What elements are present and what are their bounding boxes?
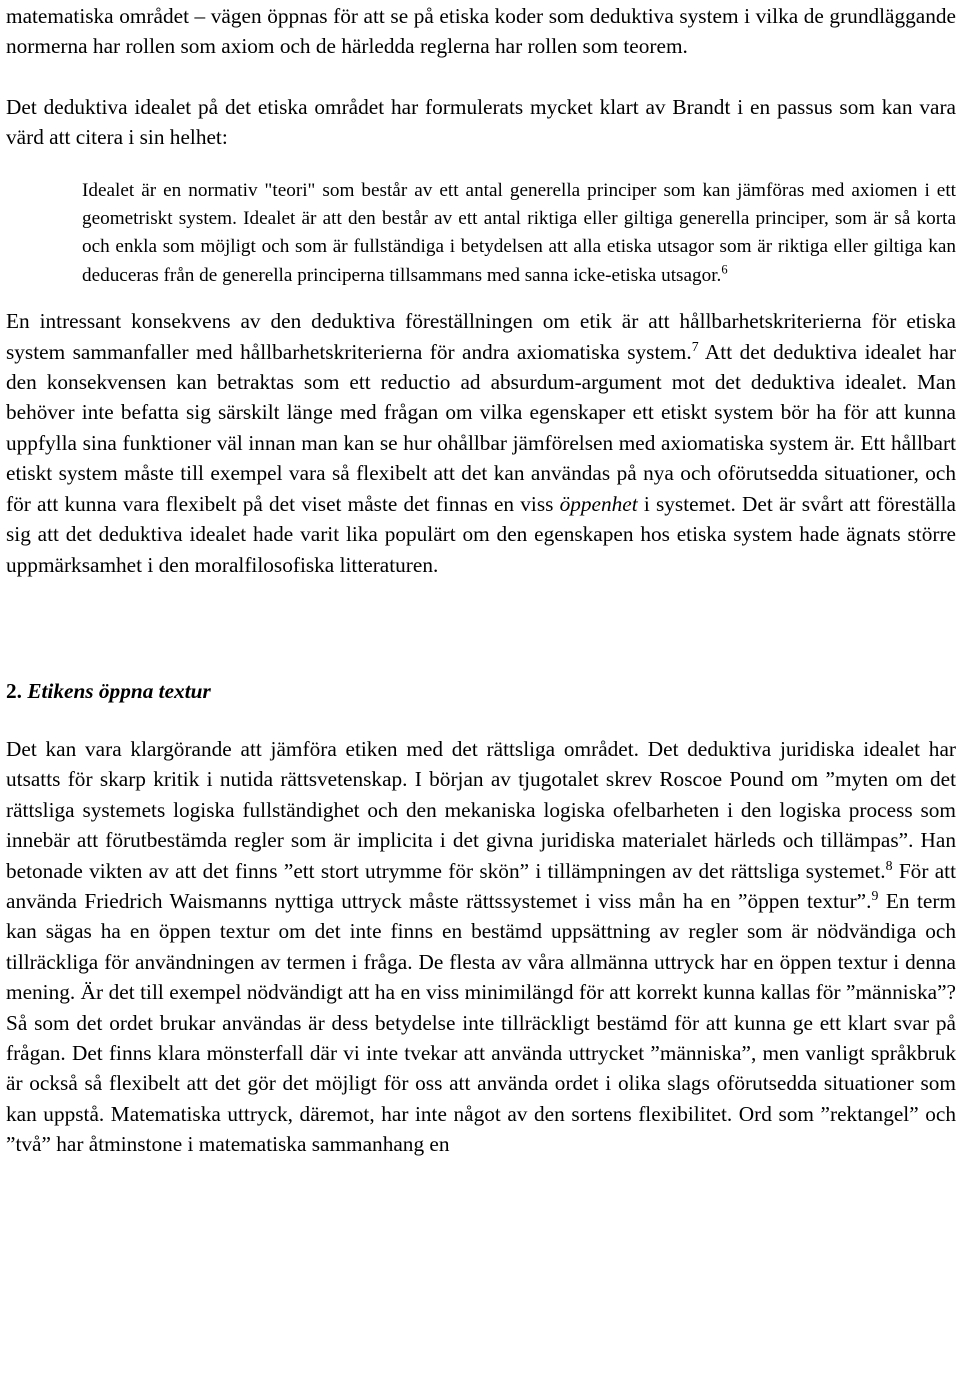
footnote-ref-7[interactable]: 7 (691, 338, 699, 354)
section-number: 2. (6, 678, 22, 703)
quote-text: Idealet är en normativ "teori" som består av ett antal generella principer som kan jämföras med axiomen i ett geometriskt system. Idealet är att den består av ett antal riktiga eller giltiga generella principer, som är så korta och enkla som möjligt och som är fullständiga i betydelsen att alla etiska utsagor som är riktiga eller giltiga kan deduceras från de generella principerna tillsammans med sanna icke-etiska utsagor. (82, 179, 956, 286)
footnote-ref-8[interactable]: 8 (885, 857, 893, 873)
paragraph-2: Det deduktiva idealet på det etiska området har formulerats mycket klart av Brandt i en passus som kan vara värd att citera i sin helhet: (6, 94, 956, 150)
paragraph-4-part-c: En term kan sägas ha en öppen textur om det inte finns en bestämd uppsättning av regler som är nödvändiga och tillräckliga för användningen av termen i fråga. De flesta av våra allmänna uttryck har en öppen textur i denna mening. Är det till exempel nödvändigt att ha en viss minimilängd för att korrekt kunna kallas för ”människa”? Så som det ordet brukar användas är dess betydelse inte tillräckligt bestämd för att kunna ge ett klart svar på frågan. Det finns klara mönsterfall där vi inte tvekar att använda uttrycket ”människa”, men vanligt språkbruk är också så flexibelt att det gör det möjligt för oss att använda ordet i olika slags oförutsedda situationer som kan uppstå. Matematiska uttryck, däremot, har inte något av den sortens flexibilitet. Ord som ”rektangel” och ”två” har åtminstone i matematiska sammanhang en (6, 888, 956, 1157)
paragraph-3 (6, 306, 956, 580)
document-page (6, 0, 956, 1160)
section-title: Etikens öppna textur (27, 678, 211, 703)
paragraph-4-part-b: För att använda Friedrich Waismanns nyttiga uttryck måste rättssystemet i viss mån ha en ”öppen textur”. (6, 858, 956, 913)
footnote-ref-6[interactable]: 6 (721, 262, 728, 277)
footnote-ref-9[interactable]: 9 (871, 887, 879, 903)
paragraph-1: matematiska området – vägen öppnas för att se på etiska koder som deduktiva system i vilka de grundläggande normerna har rollen som axiom och de härledda reglerna har rollen som teorem. (6, 4, 956, 59)
paragraph-3-part-b: Att det deduktiva idealet har den konsekvensen kan betraktas som ett reductio ad absurdum-argument mot det deduktiva idealet. Man behöver inte befatta sig särskilt länge med frågan om vilka egenskaper ett etiskt system bör ha för att kunna uppfylla sina funktioner väl innan man kan se hur ohållbar jämförelsen med axiomatiska system är. Ett hållbart etiskt system måste till exempel vara så flexibelt att det kan användas på nya och oförutsedda situationer, och för att kunna vara flexibelt på det viset måste det finnas en viss (6, 339, 957, 516)
paragraph-3-part-a: En intressant konsekvens av den deduktiva föreställningen om etik är att hållbarhetskriterierna för etiska system sammanfaller med hållbarhetskriterierna för andra axiomatiska system. (6, 309, 956, 364)
emphasis-oppenhet: öppenhet (559, 491, 638, 516)
paragraph-4-part-a: Det kan vara klargörande att jämföra etiken med det rättsliga området. Det deduktiva juridiska idealet har utsatts för skarp kritik i nutida rättsvetenskap. I början av tjugotalet skrev Roscoe Pound om ”myten om det rättsliga systemets logiska fullständighet och den mekaniska logiska ofelbarheten i den logiska process som innebär att förutbestämda regler som är implicita i det givna juridiska materialet härleds och tillämpas”. Han betonade vikten av att det finns ”ett stort utrymme för skön” i tillämpningen av det rättsliga systemet. (6, 736, 956, 883)
paragraph-4 (6, 734, 956, 1160)
block-quote (6, 177, 956, 291)
paragraph-3-part-c: i systemet. Det är svårt att föreställa sig att det deduktiva idealet hade varit lika populärt om den egenskapen hos etiska system hade ägnats större uppmärksamhet i den moralfilosofiska litteraturen. (6, 491, 957, 577)
section-heading (6, 676, 956, 706)
